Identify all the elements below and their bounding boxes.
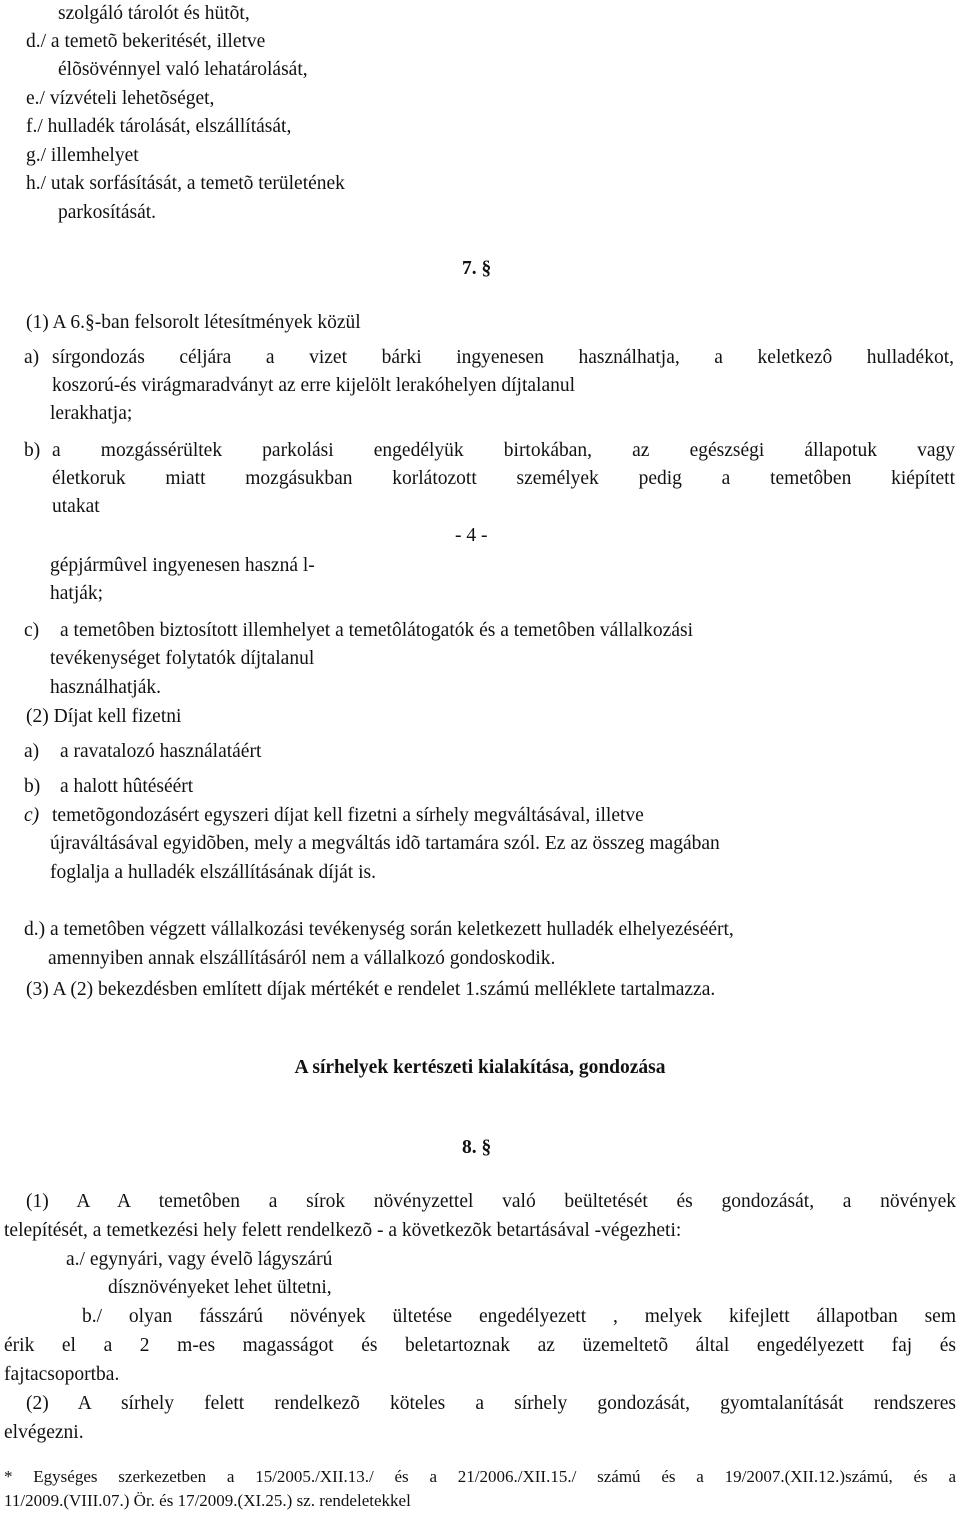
- item-b-text: a mozgássérültek parkolási engedélyük birtokában, az egészségi állapotuk vagy: [52, 440, 955, 461]
- plant-b-cont1: érik el a 2 m-es magasságot és beletartoznak az üzemeltetõ által engedélyezett faj és: [4, 1335, 956, 1356]
- fee-d-cont1: amennyiben annak elszállításáról nem a vállalkozó gondoskodik.: [48, 948, 556, 969]
- paragraph-3: (3) A (2) bekezdésben említett díjak mértékét e rendelet 1.számú melléklete tartalmazza.: [26, 979, 716, 1000]
- section-8-p1: (1) A A temetôben a sírok növényzettel való beültetését és gondozását, a növények: [26, 1191, 956, 1212]
- list-item-h: h./ utak sorfásítását, a temetõ területének: [26, 173, 345, 194]
- item-c-cont1: tevékenységet folytatók díjtalanul: [50, 648, 315, 669]
- section-7-intro: (1) A 6.§-ban felsorolt létesítmények közül: [26, 312, 361, 333]
- list-item-d: d./ a temetõ bekeritését, illetve: [26, 31, 266, 52]
- item-a-marker: a): [24, 347, 40, 368]
- fee-c-cont1: újraváltásával egyidõben, mely a megváltás idõ tartamára szól. Ez az összeg magában: [50, 833, 720, 854]
- item-b-cont1: életkoruk miatt mozgásukban korlátozott személyek pedig a temetôben kiépített: [52, 468, 955, 489]
- list-item-cont: szolgáló tárolót és hütõt,: [58, 3, 250, 24]
- section-7-heading: 7. §: [462, 258, 492, 279]
- list-item-g: g./ illemhelyet: [26, 145, 139, 166]
- fee-b-marker: b): [24, 776, 41, 797]
- item-b-marker: b): [24, 440, 41, 461]
- section-8-p2: (2) A sírhely felett rendelkezõ köteles a sírhely gondozását, gyomtalanítását rendszeres: [26, 1393, 956, 1414]
- plant-a-cont: dísznövényeket lehet ültetni,: [108, 1277, 332, 1298]
- fee-a-marker: a): [24, 741, 40, 762]
- item-a-cont1: koszorú-és virágmaradványt az erre kijelölt lerakóhelyen díjtalanul: [52, 375, 576, 396]
- fee-d-text: d.) a temetôben végzett vállalkozási tevékenység során keletkezett hulladék elhelyezéséért,: [24, 919, 734, 940]
- footnote-line-1: * Egységes szerkezetben a 15/2005./XII.13./ és a 21/2006./XII.15./ számú és a 19/2007.(XII.12.)számú, és a: [4, 1467, 956, 1486]
- page-number: - 4 -: [455, 525, 488, 546]
- item-c-text: a temetôben biztosított illemhelyet a temetôlátogatók és a temetôben vállalkozási: [60, 620, 693, 641]
- section-title: A sírhelyek kertészeti kialakítása, gondozása: [294, 1057, 666, 1078]
- list-item-f: f./ hulladék tárolását, elszállítását,: [26, 116, 292, 137]
- item-b-cont2: utakat: [52, 496, 100, 517]
- item-b-cont3: gépjármûvel ingyenesen haszná l-: [50, 555, 315, 576]
- section-8-p2-cont: elvégezni.: [4, 1422, 84, 1443]
- fee-c-cont2: foglalja a hulladék elszállításának díját is.: [50, 862, 376, 883]
- item-a-cont2: lerakhatja;: [50, 403, 133, 424]
- item-c-marker: c): [24, 620, 40, 641]
- fee-c-marker: c): [24, 805, 40, 826]
- plant-a-text: a./ egynyári, vagy évelõ lágyszárú: [66, 1249, 333, 1270]
- section-8-p1-cont: telepítését, a temetkezési hely felett rendelkezõ - a következõk betartásával -végezheti:: [4, 1220, 682, 1241]
- fee-a-text: a ravatalozó használatáért: [60, 741, 262, 762]
- list-item-d-cont: élõsövénnyel való lehatárolását,: [58, 59, 308, 80]
- plant-b-cont2: fajtacsoportba.: [4, 1364, 120, 1385]
- plant-b-text: b./ olyan fásszárú növények ültetése engedélyezett , melyek kifejlett állapotban sem: [82, 1306, 956, 1327]
- item-a-text: sírgondozás céljára a vizet bárki ingyenesen használhatja, a keletkezô hulladékot,: [52, 347, 954, 368]
- paragraph-2-intro: (2) Díjat kell fizetni: [26, 706, 182, 727]
- fee-b-text: a halott hûtéséért: [60, 776, 194, 797]
- item-b-cont4: hatják;: [50, 583, 104, 604]
- list-item-h-cont: parkosítását.: [58, 202, 157, 223]
- item-c-cont2: használhatják.: [50, 677, 161, 698]
- fee-c-text: temetõgondozásért egyszeri díjat kell fizetni a sírhely megváltásával, illetve: [52, 805, 644, 826]
- footnote-line-2: 11/2009.(VIII.07.) Ör. és 17/2009.(XI.25.) sz. rendeletekkel: [4, 1491, 411, 1510]
- list-item-e: e./ vízvételi lehetõséget,: [26, 88, 215, 109]
- section-8-heading: 8. §: [462, 1137, 492, 1158]
